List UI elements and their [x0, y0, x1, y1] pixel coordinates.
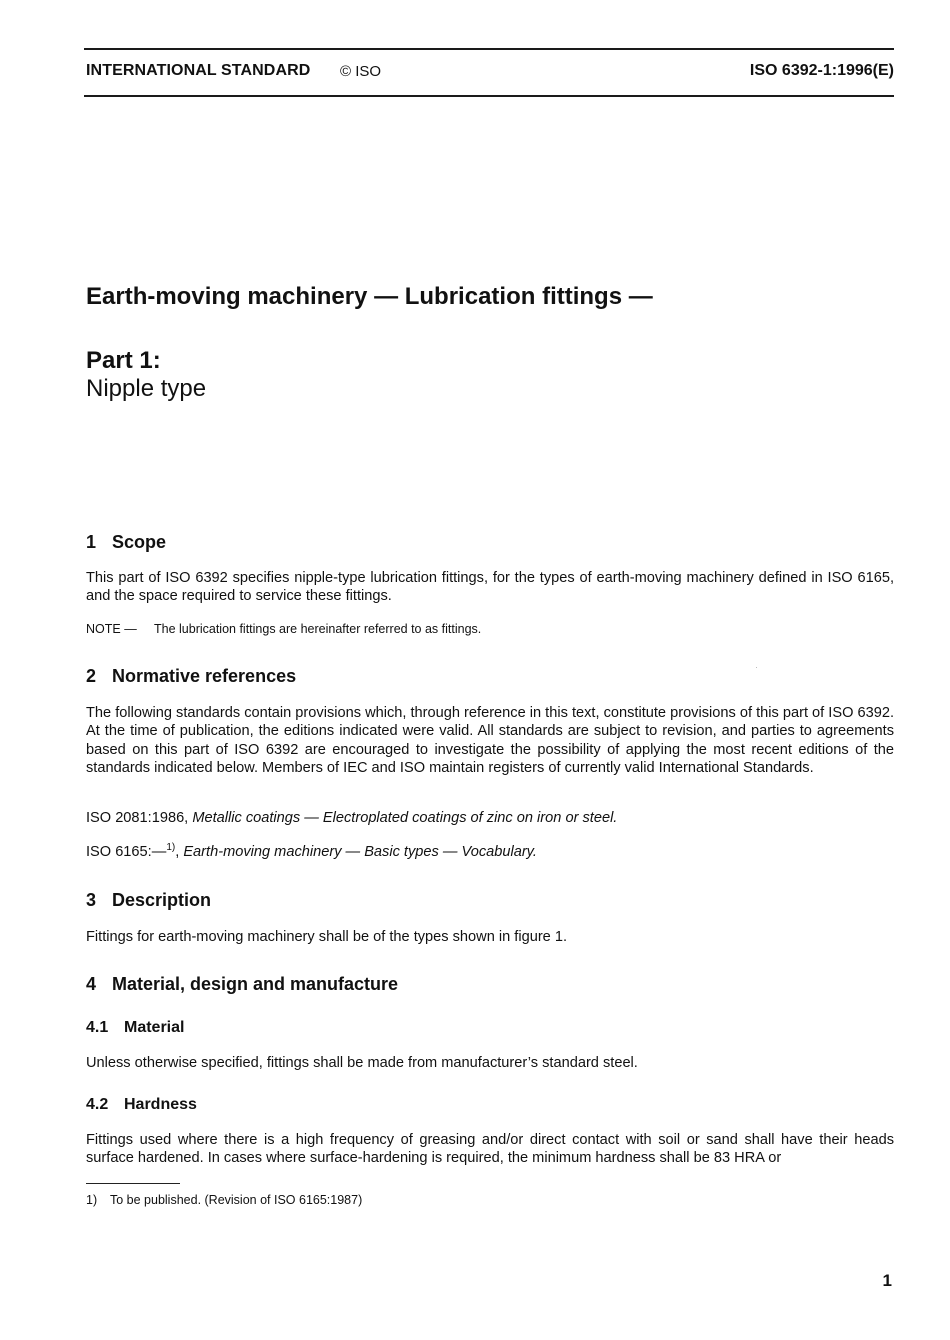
note-text: The lubrication fittings are hereinafter referred to as fittings. — [154, 622, 482, 636]
note-label: NOTE — — [86, 622, 137, 636]
page-number: 1 — [882, 1271, 892, 1290]
subsection-number: 4.2 — [86, 1096, 109, 1113]
reference-title: Metallic coatings — Electroplated coatings of zinc on iron or steel. — [192, 810, 618, 826]
subsection-title: Material — [124, 1019, 185, 1036]
footnote — [86, 1193, 362, 1207]
section-scope-heading — [86, 532, 166, 553]
hardness-paragraph: Fittings used where there is a high frequency of greasing and/or direct contact with soil or sand shall have their heads surface hardened. In cases where surface-hardening is required, the minimum hardness shall be 83 HRA or — [86, 1132, 894, 1167]
description-paragraph: Fittings for earth-moving machinery shall be of the types shown in figure 1. — [86, 929, 568, 945]
section-title: Material, design and manufacture — [112, 974, 399, 994]
subsection-number: 4.1 — [86, 1019, 109, 1036]
footnote-label: 1) — [86, 1193, 98, 1207]
section-title: Description — [112, 890, 212, 910]
section-material-design-heading — [86, 974, 398, 995]
section-description-heading — [86, 890, 211, 911]
section-number: 3 — [86, 890, 97, 910]
header-copyright: © ISO — [340, 63, 382, 80]
reference-title: Earth-moving machinery — Basic types — Vocabulary. — [183, 843, 537, 860]
material-paragraph: Unless otherwise specified, fittings shall be made from manufacturer’s standard steel. — [86, 1055, 638, 1071]
footnote-text: To be published. (Revision of ISO 6165:1987) — [110, 1193, 363, 1207]
subsection-hardness-heading — [86, 1096, 197, 1114]
document-title: Earth-moving machinery — Lubrication fittings — — [86, 283, 653, 310]
part-name: Nipple type — [86, 375, 207, 402]
reference-code: ISO 6165:— — [86, 843, 167, 860]
subsection-material-heading — [86, 1019, 184, 1037]
section-title: Normative references — [112, 666, 297, 686]
reference-iso-2081 — [86, 810, 617, 826]
reference-iso-6165: ISO 6165:—$^{1)}$, Earth-moving machinery — Basic types — Vocabulary. — [86, 842, 537, 860]
header-standard-type: INTERNATIONAL STANDARD — [86, 62, 311, 79]
header-top-rule — [84, 48, 894, 50]
section-number: 1 — [86, 532, 97, 552]
header-document-id: ISO 6392-1:1996(E) — [749, 62, 894, 79]
reference-code: ISO 2081:1986, — [86, 810, 189, 826]
scan-speck — [756, 667, 757, 668]
part-label: Part 1: — [86, 347, 161, 374]
scope-paragraph: This part of ISO 6392 specifies nipple-type lubrication fittings, for the types of earth-moving machinery defined in ISO 6165, and the space required to service these fittings. — [86, 570, 894, 605]
footnote-marker: 1) — [166, 842, 176, 853]
header-bottom-rule — [84, 95, 894, 97]
section-number: 2 — [86, 666, 97, 686]
section-number: 4 — [86, 974, 97, 994]
normative-paragraph: The following standards contain provisions which, through reference in this text, constitute provisions of this part of ISO 6392. At the time of publication, the editions indicated were valid. All standards are subject to revision, and parties to agreements based on this part of ISO 6392 are encouraged to investigate the possibility of applying the most recent editions of the standards indicated below. Members of IEC and ISO maintain registers of currently valid International Standards. — [86, 705, 894, 776]
subsection-title: Hardness — [124, 1096, 197, 1113]
scope-note — [86, 622, 481, 636]
section-title: Scope — [112, 532, 167, 552]
section-normative-heading — [86, 666, 296, 687]
footnote-rule — [86, 1183, 180, 1184]
